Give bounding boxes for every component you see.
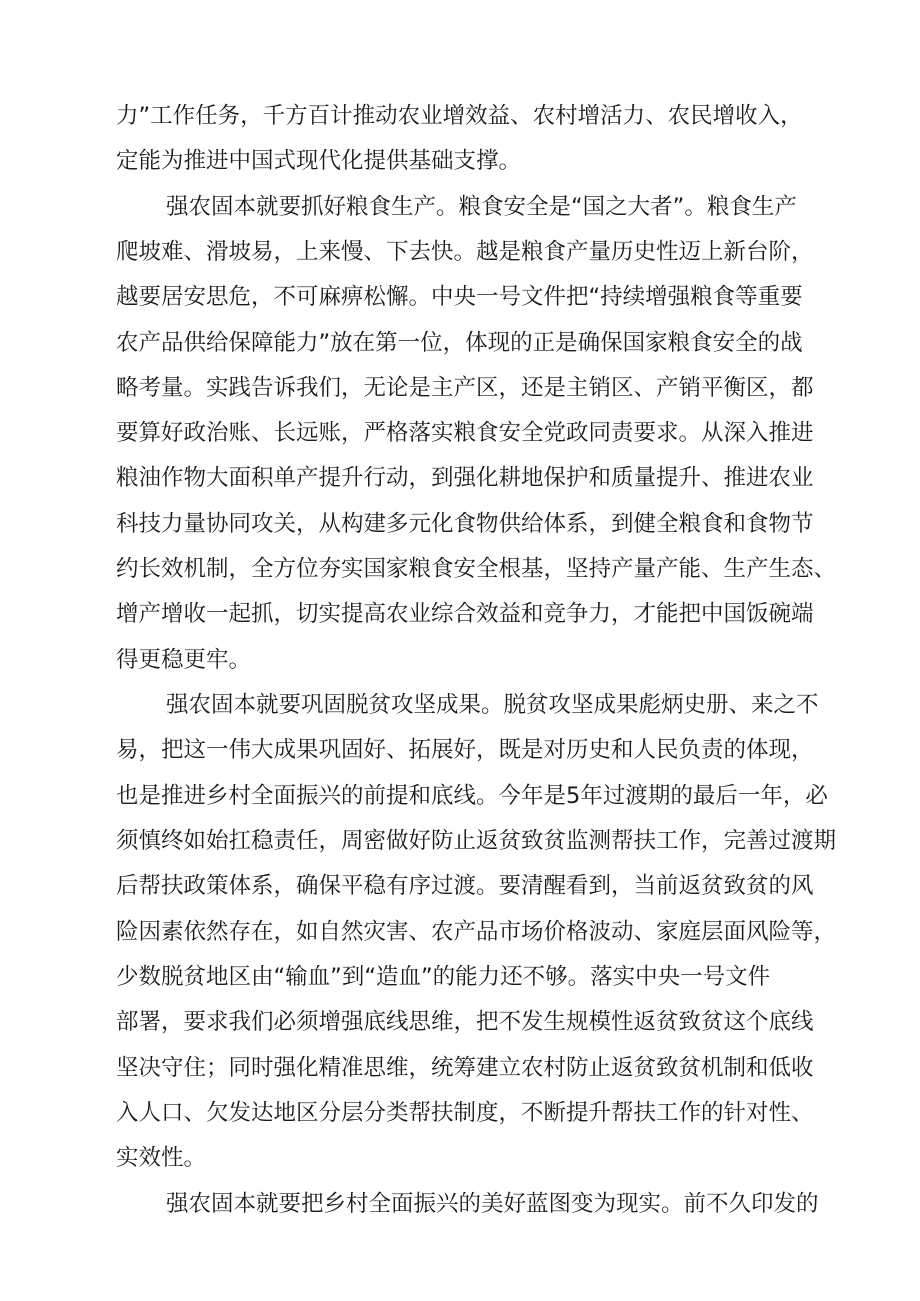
text-line: 越要居安思危，不可麻痹松懈。中央一号文件把“持续增强粮食等重要 — [116, 284, 803, 310]
text-line: 易，把这一伟大成果巩固好、拓展好，既是对历史和人民负责的体现， — [116, 737, 814, 763]
text-line: 要算好政治账、长远账，严格落实粮食安全党政同责要求。从深入推进 — [116, 420, 814, 446]
text-line: 定能为推进中国式现代化提供基础支撑。 — [116, 148, 522, 174]
paragraph-first-line: 强农固本就要巩固脱贫攻坚成果。脱贫攻坚成果彪炳史册、来之不 — [166, 692, 819, 718]
text-line: 爬坡难、滑坡易，上来慢、下去快。越是粮食产量历史性迈上新台阶， — [116, 239, 814, 265]
text-line: 增产增收一起抓，切实提高农业综合效益和竞争力，才能把中国饭碗端 — [116, 601, 814, 627]
text-line: 也是推进乡村全面振兴的前提和底线。今年是5年过渡期的最后一年，必 — [116, 783, 828, 809]
text-line: 科技力量协同攻关，从构建多元化食物供给体系，到健全粮食和食物节 — [116, 511, 814, 537]
paragraph-first-line: 强农固本就要抓好粮食生产。粮食安全是“国之大者”。粮食生产 — [166, 194, 797, 220]
text-line: 坚决守住；同时强化精准思维，统筹建立农村防止返贫致贫机制和低收 — [116, 1055, 814, 1081]
text-line: 入人口、欠发达地区分层分类帮扶制度，不断提升帮扶工作的针对性、 — [116, 1100, 814, 1126]
text-line: 力”工作任务，千方百计推动农业增效益、农村增活力、农民增收入， — [116, 103, 803, 129]
text-line: 得更稳更牢。 — [116, 647, 252, 673]
text-line: 部署，要求我们必须增强底线思维，把不发生规模性返贫致贫这个底线 — [116, 1009, 814, 1035]
text-line: 后帮扶政策体系，确保平稳有序过渡。要清醒看到，当前返贫致贫的风 — [116, 873, 814, 899]
text-line: 少数脱贫地区由“输血”到“造血”的能力还不够。落实中央一号文件 — [116, 964, 771, 990]
text-line: 农产品供给保障能力”放在第一位，体现的正是确保国家粮食安全的战 — [116, 330, 803, 356]
text-line: 略考量。实践告诉我们，无论是主产区，还是主销区、产销平衡区，都 — [116, 375, 814, 401]
text-line: 须慎终如始扛稳责任，周密做好防止返贫致贫监测帮扶工作，完善过渡期 — [116, 828, 837, 854]
text-line: 险因素依然存在，如自然灾害、农产品市场价格波动、家庭层面风险等， — [116, 919, 837, 945]
text-line: 粮油作物大面积单产提升行动，到强化耕地保护和质量提升、推进农业 — [116, 465, 814, 491]
paragraph-first-line: 强农固本就要把乡村全面振兴的美好蓝图变为现实。前不久印发的 — [166, 1191, 819, 1217]
text-line: 实效性。 — [116, 1145, 207, 1171]
text-line: 约长效机制，全方位夯实国家粮食安全根基，坚持产量产能、生产生态、 — [116, 556, 837, 582]
